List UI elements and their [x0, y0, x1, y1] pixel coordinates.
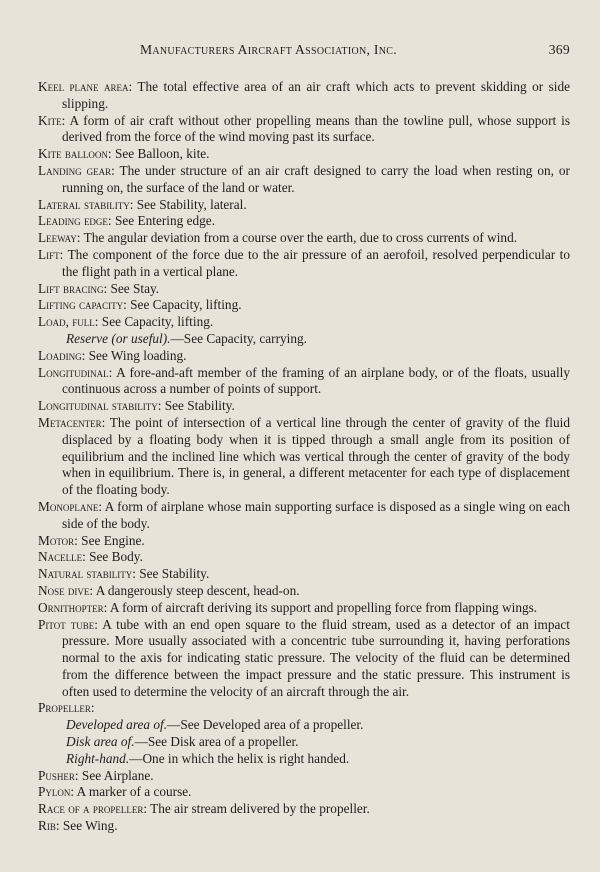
entry-term: Nacelle: — [38, 549, 86, 565]
subentry-term: Developed area of. — [66, 717, 168, 733]
entry-term: Lateral stability: — [38, 196, 134, 212]
subentry-term: Right-hand. — [66, 750, 130, 766]
glossary-entries — [38, 79, 570, 835]
glossary-entry — [38, 79, 570, 113]
glossary-entry — [38, 163, 570, 197]
entry-definition: A marker of a course. — [74, 784, 192, 800]
entry-term: Propeller: — [38, 700, 95, 716]
running-header — [38, 42, 570, 62]
entry-term: Lift bracing: — [38, 280, 108, 296]
glossary-entry — [38, 784, 570, 801]
entry-term: Monoplane: — [38, 498, 103, 514]
entry-definition: The under structure of an air craft designed to carry the load when resting on, or running on, the surface of the land or water. — [62, 162, 570, 195]
glossary-entry — [38, 297, 570, 314]
glossary-entry — [38, 415, 570, 499]
entry-definition: The point of intersection of a vertical line through the center of gravity of the fluid displaced by a floating body when it is tipped through a small angle from its position of equilibrium and the inclined line which was vertical through the center of gravity of the body when in equilibrium. There is, in general, a different metacenter for each type of displacement of the floating body. — [62, 414, 570, 498]
entry-definition: See Capacity, lifting. — [98, 314, 214, 330]
glossary-entry — [38, 230, 570, 247]
entry-term: Motor: — [38, 532, 78, 548]
entry-term: Pylon: — [38, 784, 75, 800]
entry-term: Kite: — [38, 112, 66, 128]
glossary-entry — [38, 365, 570, 399]
glossary-entry — [38, 700, 570, 717]
entry-definition: A form of airplane whose main supporting surface is disposed as a single wing on each side of the body. — [62, 498, 570, 531]
entry-term: Race of a propeller: — [38, 801, 148, 817]
glossary-entry — [38, 768, 570, 785]
glossary-entry — [38, 398, 570, 415]
header-title: Manufacturers Aircraft Association, Inc. — [140, 42, 397, 57]
glossary-entry — [38, 583, 570, 600]
entry-term: Landing gear: — [38, 162, 115, 178]
entry-term: Metacenter: — [38, 414, 106, 430]
glossary-subentry — [38, 331, 570, 348]
entry-definition: See Entering edge. — [111, 213, 216, 229]
glossary-entry — [38, 213, 570, 230]
glossary-entry — [38, 113, 570, 147]
entry-term: Longitudinal: — [38, 364, 113, 380]
entry-term: Natural stability: — [38, 566, 136, 582]
entry-definition: A dangerously steep descent, head-on. — [93, 582, 300, 598]
glossary-subentry — [38, 734, 570, 751]
subentry-term: Disk area of. — [66, 734, 135, 750]
glossary-entry — [38, 247, 570, 281]
glossary-subentry — [38, 717, 570, 734]
glossary-entry — [38, 549, 570, 566]
entry-definition: See Engine. — [77, 532, 145, 548]
glossary-entry — [38, 146, 570, 163]
entry-definition: See Stay. — [107, 280, 160, 296]
glossary-entry — [38, 314, 570, 331]
subentry-definition: —See Disk area of a propeller. — [134, 734, 299, 750]
entry-term: Leeway: — [38, 230, 81, 246]
glossary-entry — [38, 197, 570, 214]
entry-definition: See Capacity, lifting. — [126, 297, 242, 313]
glossary-subentry — [38, 751, 570, 768]
glossary-entry — [38, 600, 570, 617]
entry-term: Pitot tube: — [38, 616, 98, 632]
glossary-entry — [38, 566, 570, 583]
glossary-entry — [38, 801, 570, 818]
glossary-entry — [38, 818, 570, 835]
entry-term: Keel plane area: — [38, 79, 133, 94]
entry-definition: A tube with an end open square to the fluid stream, used as a detector of an impact pressure. More usually associated with a concentric tube surrounding it, having perforations normal to the axis for indicating static pressure. The velocity of the fluid can be determined from the difference between the impact pressure and the static pressure. This instrument is often used to determine the velocity of an aircraft through the air. — [62, 616, 570, 699]
entry-definition: A fore-and-aft member of the framing of an airplane body, or of the floats, usually continuous across a number of points of support. — [62, 364, 570, 397]
entry-definition: See Stability. — [135, 566, 210, 582]
subentry-term: Reserve (or useful). — [66, 330, 171, 346]
entry-term: Lifting capacity: — [38, 297, 127, 313]
entry-definition: See Wing loading. — [85, 347, 187, 363]
subentry-definition: —See Capacity, carrying. — [170, 330, 307, 346]
entry-term: Ornithopter: — [38, 599, 108, 615]
glossary-entry — [38, 617, 570, 701]
entry-term: Longitudinal stability: — [38, 398, 162, 414]
entry-term: Load, full: — [38, 314, 99, 330]
entry-term: Nose dive: — [38, 582, 94, 598]
glossary-entry — [38, 499, 570, 533]
glossary-entry — [38, 533, 570, 550]
entry-definition: The total effective area of an air craft which acts to prevent skidding or side slipping. — [62, 79, 571, 111]
entry-definition: A form of air craft without other propelling means than the towline pull, whose support is derived from the force of the wind moving past its surface. — [62, 112, 570, 145]
glossary-entry — [38, 348, 570, 365]
entry-term: Rib: — [38, 818, 60, 834]
entry-definition: See Balloon, kite. — [111, 146, 210, 162]
page-number: 369 — [548, 42, 570, 57]
entry-definition: See Stability. — [161, 398, 235, 414]
entry-definition: See Body. — [85, 549, 143, 565]
entry-definition: See Stability, lateral. — [133, 196, 247, 212]
subentry-definition: —One in which the helix is right handed. — [129, 750, 350, 766]
entry-term: Loading: — [38, 347, 86, 363]
entry-definition: See Airplane. — [78, 767, 154, 783]
entry-term: Lift: — [38, 246, 64, 262]
entry-term: Leading edge: — [38, 213, 112, 229]
entry-term: Kite balloon: — [38, 146, 112, 162]
entry-term: Pusher: — [38, 767, 79, 783]
entry-definition: The component of the force due to the air pressure of an aerofoil, resolved perpendicular to the flight path in a vertical plane. — [62, 246, 570, 279]
entry-definition: See Wing. — [59, 818, 118, 834]
entry-definition: The angular deviation from a course over the earth, due to cross currents of wind. — [80, 230, 518, 246]
entry-definition: A form of aircraft deriving its support and propelling force from flapping wings. — [107, 599, 538, 615]
entry-definition: The air stream delivered by the propeller. — [147, 801, 370, 817]
subentry-definition: —See Developed area of a propeller. — [167, 717, 364, 733]
glossary-entry — [38, 281, 570, 298]
